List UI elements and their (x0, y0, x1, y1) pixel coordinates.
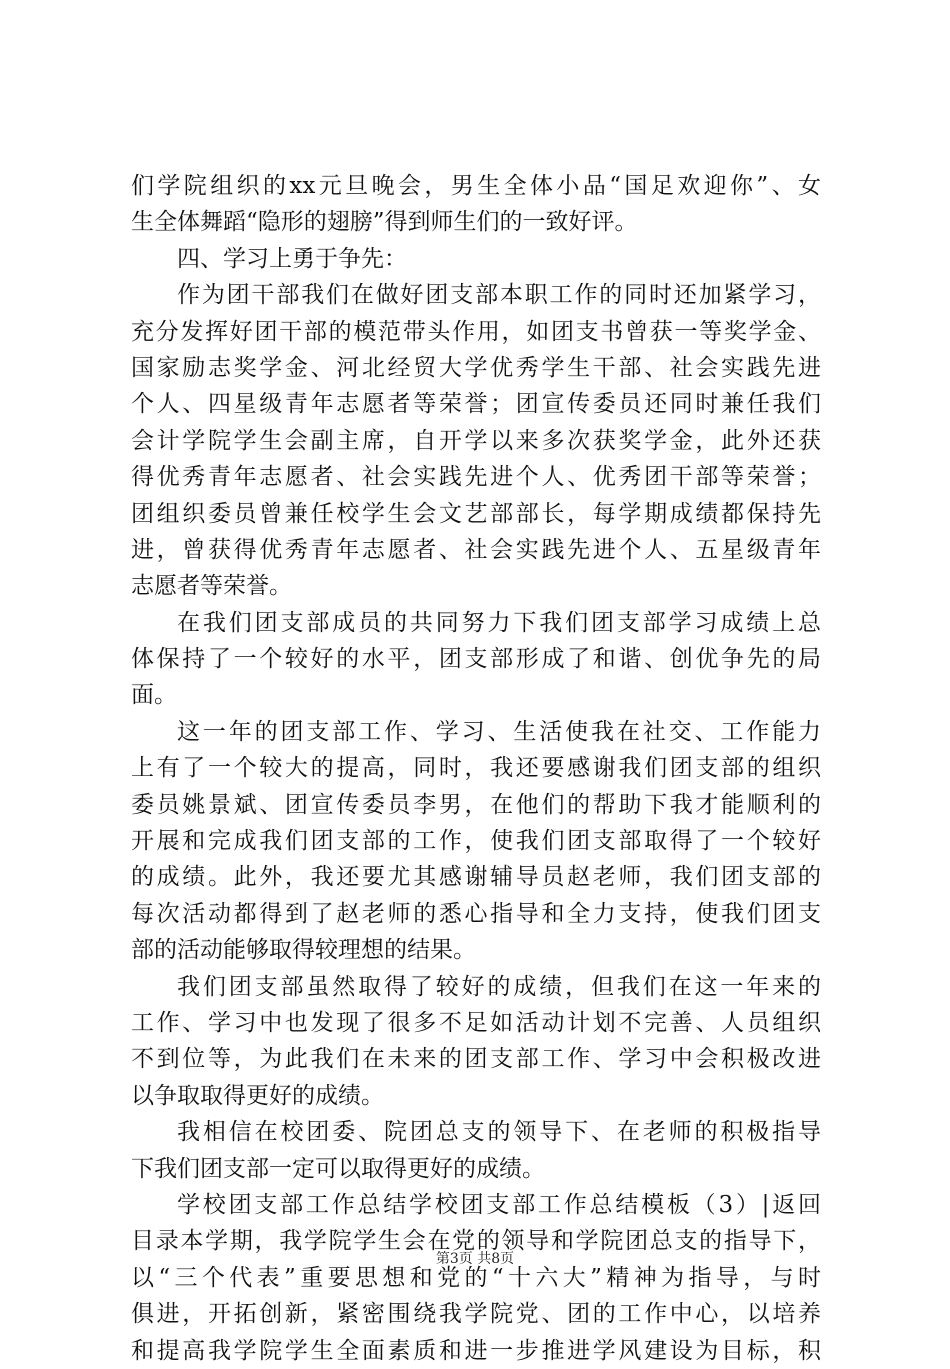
text-line: 们学院组织的xx元旦晚会，男生全体小品“国足欢迎你”、女 (131, 173, 821, 199)
text-line: 体保持了一个较好的水平，团支部形成了和谐、创优争先的局 (131, 646, 821, 673)
text-line: 工作、学习中也发现了很多不足如活动计划不完善、人员组织 (131, 1009, 821, 1036)
text-line: 个人、四星级青年志愿者等荣誉；团宣传委员还同时兼任我们 (131, 391, 821, 418)
text-line: 会计学院学生会副主席，自开学以来多次获奖学金，此外还获 (131, 427, 821, 454)
text-line: 目录本学期，我学院学生会在党的领导和学院团总支的指导下， (131, 1228, 821, 1255)
text-line: 进，曾获得优秀青年志愿者、社会实践先进个人、五星级青年 (131, 536, 821, 563)
text-line: 俱进，开拓创新，紧密围绕我学院党、团的工作中心，以培养 (131, 1301, 821, 1328)
text-line: 得优秀青年志愿者、社会实践先进个人、优秀团干部等荣誉； (131, 464, 821, 491)
text-line: 下我们团支部一定可以取得更好的成绩。 (131, 1155, 545, 1182)
text-line: 的成绩。此外，我还要尤其感谢辅导员赵老师，我们团支部的 (131, 864, 821, 891)
text-line: 学校团支部工作总结学校团支部工作总结模板（3）|返回 (177, 1191, 821, 1218)
text-line: 部的活动能够取得较理想的结果。 (131, 937, 476, 964)
text-line: 不到位等，为此我们在未来的团支部工作、学习中会积极改进 (131, 1046, 821, 1073)
text-line: 开展和完成我们团支部的工作，使我们团支部取得了一个较好 (131, 828, 821, 855)
section-heading: 四、学习上勇于争先： (177, 245, 407, 272)
text-line: 充分发挥好团干部的模范带头作用，如团支书曾获一等奖学金、 (131, 318, 821, 345)
text-line: 以“三个代表”重要思想和党的“十六大”精神为指导，与时 (131, 1264, 821, 1291)
page-footer (0, 1248, 950, 1268)
text-line: 我相信在校团委、院团总支的领导下、在老师的积极指导 (177, 1119, 821, 1146)
text-line: 这一年的团支部工作、学习、生活使我在社交、工作能力 (177, 718, 821, 745)
page-number: 第3页 共8页 (435, 1251, 515, 1267)
text-line: 志愿者等荣誉。 (131, 573, 292, 600)
text-line: 作为团干部我们在做好团支部本职工作的同时还加紧学习， (177, 282, 821, 309)
text-line: 在我们团支部成员的共同努力下我们团支部学习成绩上总 (177, 609, 821, 636)
text-line: 面。 (131, 682, 177, 709)
document-body (131, 168, 821, 1369)
text-line: 以争取取得更好的成绩。 (131, 1082, 384, 1109)
text-line: 委员姚景斌、团宣传委员李男，在他们的帮助下我才能顺利的 (131, 791, 821, 818)
text-line: 我们团支部虽然取得了较好的成绩，但我们在这一年来的 (177, 973, 821, 1000)
text-line: 和提高我学院学生全面素质和进一步推进学风建设为目标，积 (131, 1337, 821, 1364)
text-line: 上有了一个较大的提高，同时，我还要感谢我们团支部的组织 (131, 755, 821, 782)
text-line: 团组织委员曾兼任校学生会文艺部部长，每学期成绩都保持先 (131, 500, 821, 527)
text-line: 每次活动都得到了赵老师的悉心指导和全力支持，使我们团支 (131, 900, 821, 927)
text-line: 生全体舞蹈“隐形的翅膀”得到师生们的一致好评。 (131, 209, 638, 236)
text-line: 国家励志奖学金、河北经贸大学优秀学生干部、社会实践先进 (131, 354, 821, 381)
